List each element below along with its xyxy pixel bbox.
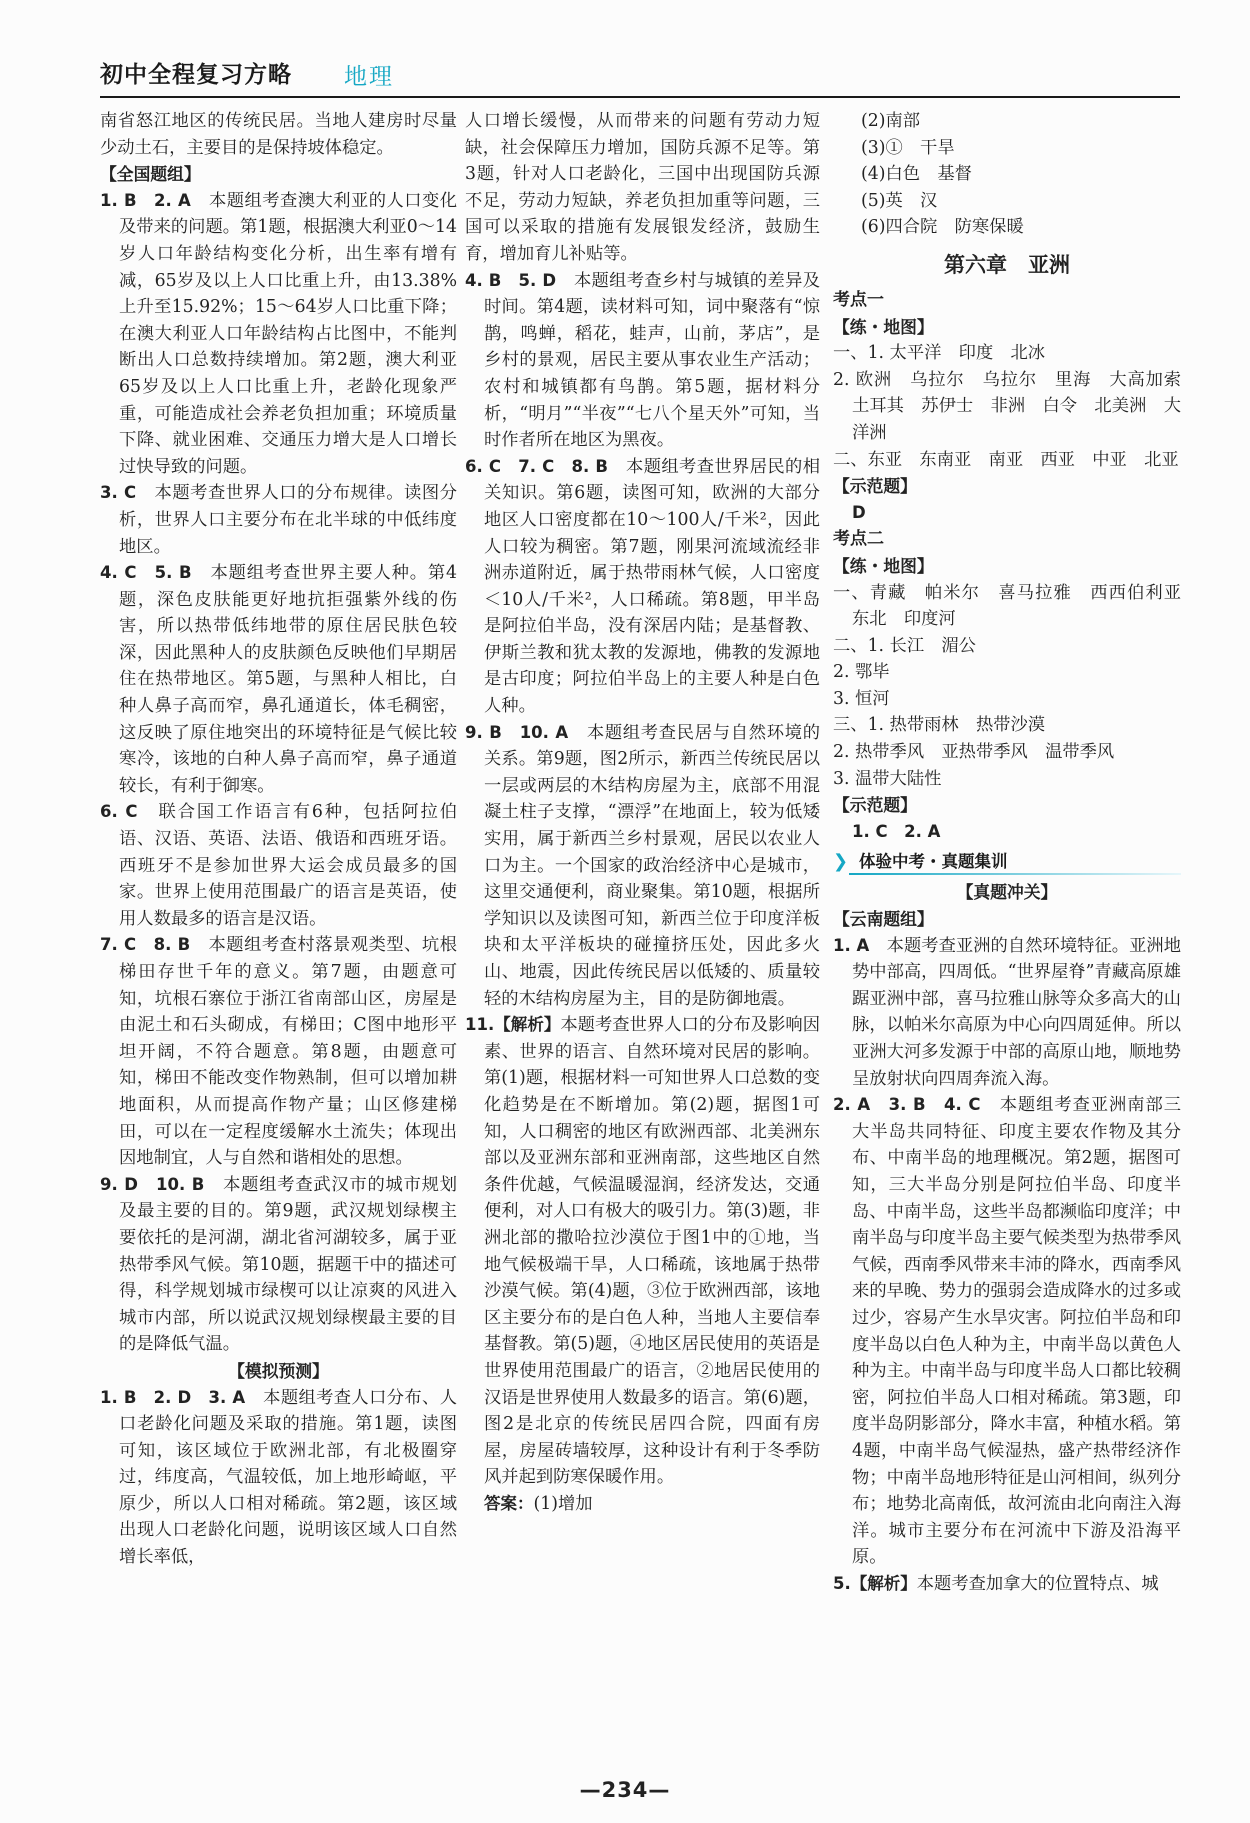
analysis-label: 【解析】 (494, 1015, 561, 1035)
explanation-text: 本题考查亚洲的自然环境特征。亚洲地势中部高，四周低。“世界屋脊”青藏高原雄踞亚洲中部，喜马拉雅山脉等众多高大的山脉，以帕米尔高原为中心向四周延伸。所以亚洲大河多发源于中部的高原山地，顺地势呈放射状向四周奔流入海。 (852, 935, 1181, 1089)
page-number: —234— (579, 1778, 671, 1802)
question-answer (100, 932, 457, 1171)
question-number: 9. B 10. A (465, 722, 569, 742)
question-number: 3. C (100, 483, 137, 503)
column-middle (465, 108, 820, 1517)
question-answer (100, 799, 457, 932)
list-item: 3. 恒河 (833, 688, 890, 709)
explanation-text: 本题考查世界人口的分布规律。读图分析，世界人口主要分布在北半球的中低纬度地区。 (119, 483, 457, 557)
list-item: 2. 鄂毕 (833, 662, 890, 683)
question-answer (100, 188, 457, 481)
banner-label: 体验中考・真题集训 (859, 852, 1008, 872)
question-number: 1. B 2. D 3. A (100, 1387, 246, 1407)
list-item: 三、1. 热带雨林 热带沙漠 (833, 715, 1046, 736)
section-heading: 【练・地图】 (833, 555, 934, 576)
book-title: 初中全程复习方略 (100, 62, 292, 88)
list-item: 3. 温带大陆性 (833, 768, 942, 789)
answer-item: (6)四合院 防寒保暖 (861, 217, 1024, 238)
answer-list (833, 108, 1181, 241)
explanation-text: 本题组考查人口分布、人口老龄化问题及采取的措施。第1题，读图可知，该区域位于欧洲北部，有北极圈穿过，纬度高，气温较低，加上地形崎岖，平原少，所以人口相对稀疏。第2题，该区域出现人口老龄化问题，说明该区域人口自然增长率低， (119, 1387, 457, 1568)
column-right (833, 108, 1199, 1597)
question-number: 2. A 3. B 4. C (833, 1095, 981, 1115)
chapter-title: 第六章 亚洲 (944, 252, 1070, 277)
question-answer (465, 1012, 820, 1491)
question-answer (100, 560, 457, 799)
column-left (100, 108, 457, 1571)
question-number: 4. B 5. D (465, 270, 557, 290)
question-answer (465, 268, 820, 454)
answer-text: (1)增加 (533, 1493, 593, 1514)
topic-heading: 考点一 (833, 289, 884, 310)
answer-item: (2)南部 (861, 111, 921, 131)
section-heading: 【全国题组】 (100, 164, 201, 185)
explanation-text: 本题组考查武汉市的城市规划及最主要的目的。第9题，武汉规划绿楔主要依托的是河湖，湖北省河湖较多，属于亚热带季风气候。第10题，据题干中的描述可得，科学规划城市绿楔可以让凉爽的风进入城市内部，所以说武汉规划绿楔最主要的目的是降低气温。 (119, 1174, 457, 1355)
explanation-text: 本题组考查民居与自然环境的关系。第9题，图2所示，新西兰传统民居以一层或两层的木结构房屋为主，底部不用混凝土柱子支撑，“漂浮”在地面上，较为低矮实用，属于新西兰乡村景观，居民以农业人口为主。一个国家的政治经济中心是城市，这里交通便利，商业聚集。第10题，根据所学知识以及读图可知，新西兰位于印度洋板块和太平洋板块的碰撞挤压处，因此多火山、地震，因此传统民居以低矮的、质量较轻的木结构房屋为主，目的是防御地震。 (484, 722, 820, 1009)
question-answer (833, 1571, 1181, 1598)
explanation-text: 本题组考查亚洲南部三大半岛共同特征、印度主要农作物及其分布、中南半岛的地理概况。第2题，据图可知，三大半岛分别是阿拉伯半岛、印度半岛、中南半岛，这些半岛都濒临印度洋；中南半岛与印度半岛主要气候类型为热带季风气候，西南季风带来丰沛的降水，西南季风来的早晚、势力的强弱会造成降水的过多或过少，容易产生水旱灾害。阿拉伯半岛和印度半岛以白色人种为主，中南半岛以黄色人种为主。中南半岛与印度半岛人口都比较稠密，阿拉伯半岛人口相对稀疏。第3题，印度半岛阴影部分，降水丰富，种植水稻。第4题，中南半岛气候湿热，盛产热带经济作物；中南半岛地形特征是山河相间，纵列分布；地势北高南低，故河流由北向南注入海洋。城市主要分布在河流中下游及沿海平原。 (852, 1095, 1181, 1568)
explanation-text: 本题考查加拿大的位置特点、城 (916, 1573, 1159, 1594)
list-item: 2. 热带季风 亚热带季风 温带季风 (833, 742, 1115, 763)
question-number: 1. A (833, 935, 870, 955)
question-number: 1. B 2. A (100, 190, 191, 210)
question-number: 9. D 10. B (100, 1174, 205, 1194)
list-item: 一、1. 太平洋 印度 北冰 (833, 343, 1046, 364)
question-number: 11. (465, 1015, 495, 1035)
explanation-text: 联合国工作语言有6种，包括阿拉伯语、汉语、英语、法语、俄语和西班牙语。西班牙不是参加世界大运会成员最多的国家。世界上使用范围最广的语言是英语，使用人数最多的语言是汉语。 (119, 802, 458, 929)
analysis-label: 【解析】 (850, 1573, 917, 1593)
answer-key: D (852, 502, 866, 522)
question-number: 6. C (100, 802, 138, 822)
answer-key: 1. C 2. A (852, 821, 941, 841)
chapter-content (833, 287, 1199, 845)
continued-text: 人口增长缓慢，从而带来的问题有劳动力短缺，社会保障压力增加，国防兵源不足等。第3题，针对人口老龄化，三国中出现国防兵源不足，劳动力短缺，养老负担加重等问题，三国可以采取的措施有发展银发经济，鼓励生育，增加育儿补贴等。 (465, 111, 820, 264)
question-number: 5. (833, 1573, 851, 1593)
question-answer (833, 933, 1181, 1093)
explanation-text: 本题组考查乡村与城镇的差异及时间。第4题，读材料可知，词中聚落有“惊鹊，鸣蝉，稻花，蛙声，山前，茅店”，是乡村的景观，居民主要从事农业生产活动；农村和城镇都有鸟鹊。第5题，据材料分析，“明月”“半夜”“七八个星天外”可知，当时作者所在地区为黑夜。 (484, 270, 820, 451)
question-answer (465, 454, 820, 720)
explanation-text: 本题组考查澳大利亚的人口变化及带来的问题。第1题，根据澳大利亚0～14岁人口年龄结构变化分析，出生率有增有减，65岁及以上人口比重上升，由13.38%上升至15.92%；15～64岁人口比重下降；在澳大利亚人口年龄结构占比图中，不能判断出人口总数持续增加。第2题，澳大利亚65岁及以上人口比重上升，老龄化现象严重，可能造成社会养老负担加重；环境质量下降、就业困难、交通压力增大是人口增长过快导致的问题。 (119, 190, 457, 477)
list-item: 二、1. 长江 湄公 (833, 635, 976, 656)
answer-line (465, 1491, 820, 1518)
answer-item: (3)① 干旱 (861, 137, 955, 158)
answer-item: (4)白色 基督 (861, 164, 972, 185)
section-heading: 【云南题组】 (833, 909, 934, 930)
answer-item: (5)英 汉 (861, 190, 938, 211)
question-answer (100, 480, 457, 560)
chevron-right-icon: ❯ (833, 851, 849, 873)
continued-text: 南省怒江地区的传统民居。当地人建房时尽量少动土石，主要目的是保持坡体稳定。 (100, 111, 457, 158)
list-item: 2. 欧洲 乌拉尔 乌拉尔 里海 大高加索 土耳其 苏伊士 非洲 白令 北美洲 大洋洲 (833, 369, 1199, 443)
question-answer (833, 1092, 1181, 1571)
page-header (100, 52, 1180, 92)
section-heading: 【示范题】 (833, 476, 917, 497)
explanation-text: 本题组考查世界主要人种。第4题，深色皮肤能更好地抗拒强紫外线的伤害，所以热带低纬地带的原住居民肤色较深，因此黑种人的皮肤颜色反映他们早期居住在热带地区。第5题，与黑种人相比，白种人鼻子高而窄，鼻孔通道长，体毛稠密，这反映了原住地突出的环境特征是气候比较寒冷，该地的白种人鼻子高而窄，鼻子通道较长，有利于御寒。 (119, 563, 458, 796)
explanation-text: 本题考查世界人口的分布及影响因素、世界的语言、自然环境对民居的影响。第(1)题，根据材料一可知世界人口总数的变化趋势是在不断增加。第(2)题，据图1可知，人口稠密的地区有欧洲西部、北美洲东部以及亚洲东部和亚洲南部，这些地区自然条件优越，气候温暖湿润，经济发达，交通便利，对人口有极大的吸引力。第(3)题，非洲北部的撒哈拉沙漠位于图1中的①地，当地气候极端干旱，人口稀疏，该地属于热带沙漠气候。第(4)题，③位于欧洲西部，该地区主要分布的是白色人种，当地人主要信奉基督教。第(5)题，④地区居民使用的英语是世界使用范围最广的语言，②地居民使用的汉语是世界使用人数最多的语言。第(6)题，图2是北京的传统民居四合院，四面有房屋，房屋砖墙较厚，这种设计有利于冬季防风并起到防寒保暖作用。 (484, 1015, 820, 1488)
answer-label: 答案： (484, 1493, 534, 1513)
question-number: 6. C 7. C 8. B (465, 456, 608, 476)
list-item: 一、青藏 帕米尔 喜马拉雅 西西伯利亚 东北 印度河 (833, 582, 1199, 630)
section-heading: 【真题冲关】 (956, 882, 1058, 903)
topic-heading: 考点二 (833, 529, 884, 550)
question-answer (465, 720, 820, 1013)
question-answer (100, 1172, 457, 1358)
question-number: 7. C 8. B (100, 935, 191, 955)
question-number: 4. C 5. B (100, 563, 192, 583)
section-heading: 【示范题】 (833, 795, 917, 816)
question-answer (100, 1385, 457, 1571)
header-rule (100, 96, 1180, 98)
explanation-text: 本题组考查世界居民的相关知识。第6题，读图可知，欧洲的大部分地区人口密度都在10～100人/千米²，因此人口较为稠密。第7题，刚果河流域流经非洲赤道附近，属于热带雨林气候，人口密度＜10人/千米²，人口稀疏。第8题，甲半岛是阿拉伯半岛，没有深居内陆；是基督教、伊斯兰教和犹太教的发源地，佛教的发源地是古印度；阿拉伯半岛上的主要人种是白色人种。 (484, 456, 820, 717)
section-heading: 【模拟预测】 (228, 1360, 329, 1381)
subject-label: 地理 (344, 64, 394, 90)
explanation-text: 本题组考查村落景观类型、坑根梯田存世千年的意义。第7题，由题意可知，坑根石寨位于浙江省南部山区，房屋是由泥土和石头砌成，有梯田；C图中地形平坦开阔，不符合题意。第8题，由题意可知，梯田不能改变作物熟制，但可以增加耕地面积，从而提高作物产量；山区修建梯田，可以在一定程度缓解水土流失；体现出因地制宜，人与自然和谐相处的思想。 (119, 935, 457, 1169)
exam-banner (833, 849, 1181, 875)
exam-content (833, 879, 1181, 1597)
section-heading: 【练・地图】 (833, 316, 934, 337)
list-item: 二、东亚 东南亚 南亚 西亚 中亚 北亚 (833, 449, 1179, 470)
banner-underline (849, 873, 1181, 875)
